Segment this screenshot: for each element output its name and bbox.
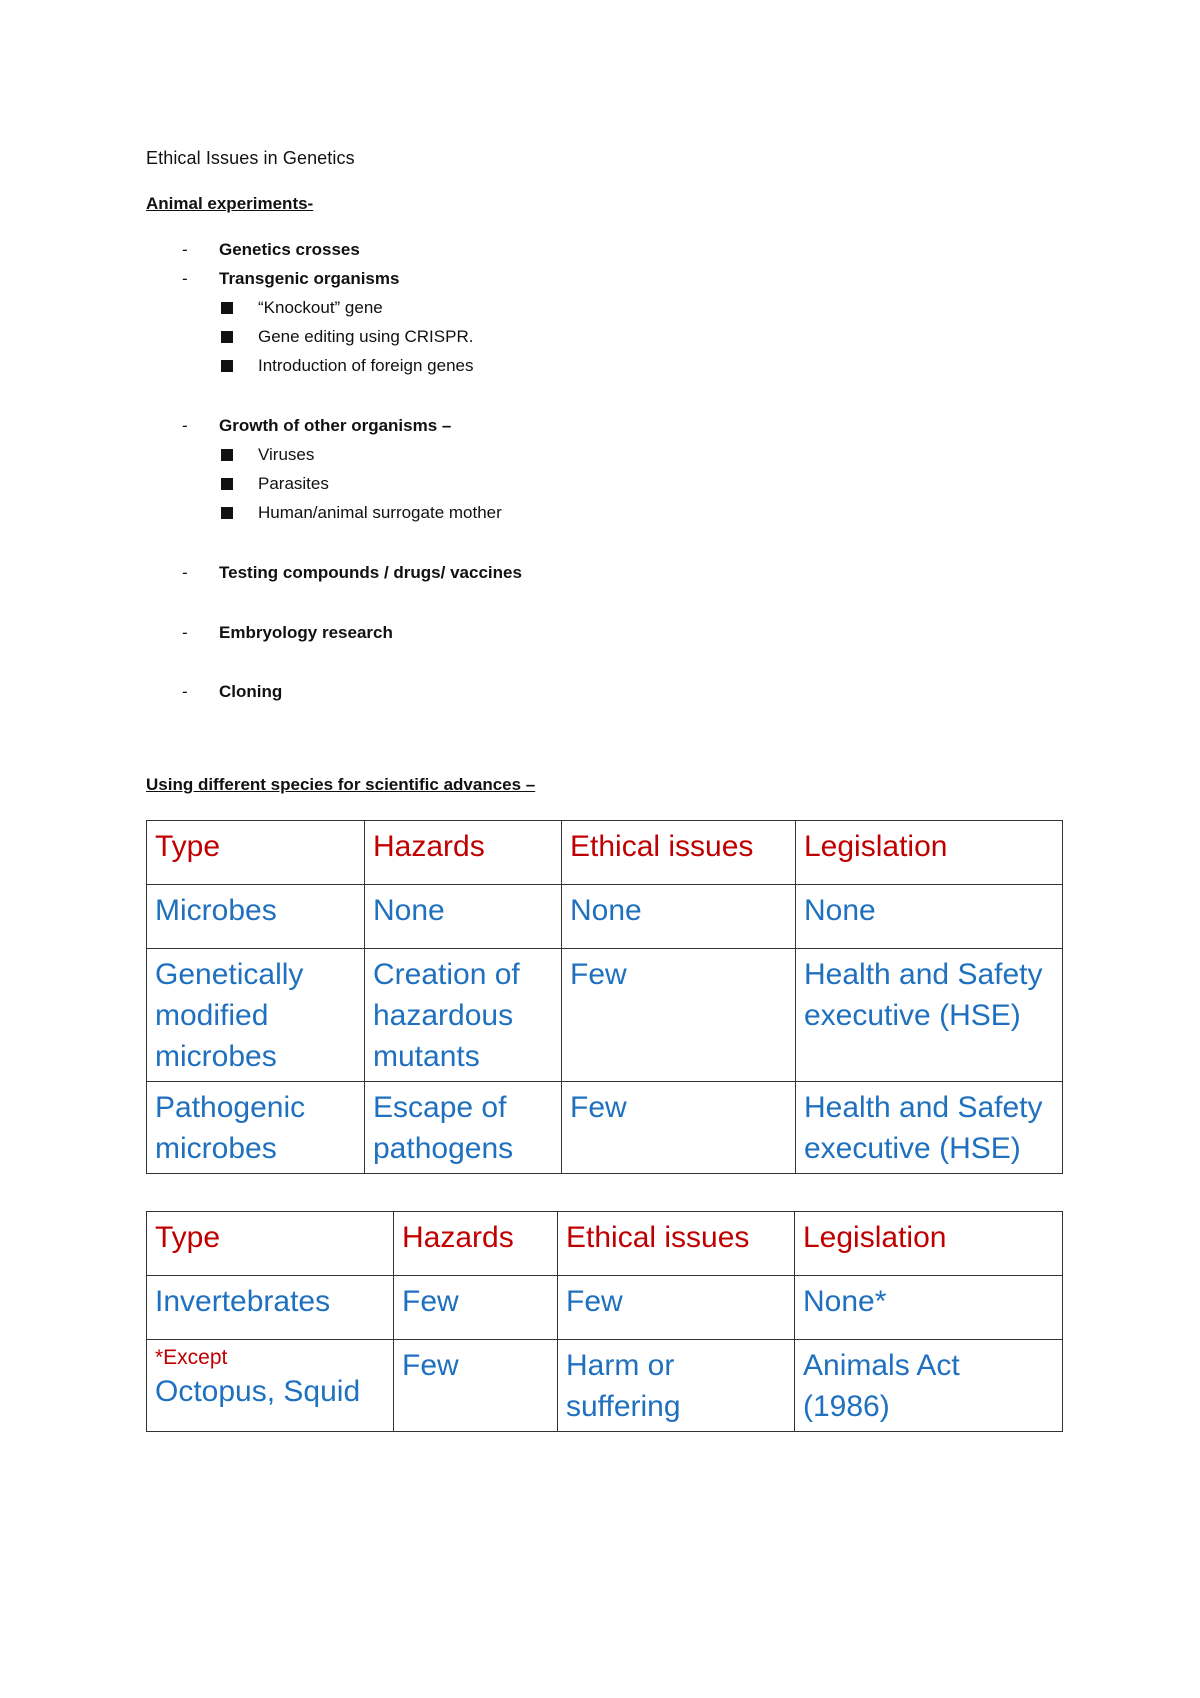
table-row xyxy=(147,1340,1063,1432)
list-item-label: Genetics crosses xyxy=(219,240,360,259)
table-cell: Health and Safety executive (HSE) xyxy=(796,949,1063,1082)
dash-bullet: - xyxy=(182,416,188,435)
sub-list-item xyxy=(221,503,502,523)
sub-list-item xyxy=(221,474,329,494)
list-item-label: Cloning xyxy=(219,682,283,701)
sub-list-item-label: Parasites xyxy=(258,474,329,493)
list-item-label: Transgenic organisms xyxy=(219,269,400,288)
header-cell-type: Type xyxy=(147,1212,394,1276)
list-item-label: Embryology research xyxy=(219,623,393,642)
table-cell xyxy=(147,1340,394,1432)
dash-bullet: - xyxy=(182,563,188,582)
sub-list-item xyxy=(221,327,473,347)
square-bullet-icon xyxy=(221,449,233,461)
table-header-row xyxy=(147,821,1063,885)
table-cell: Animals Act (1986) xyxy=(795,1340,1063,1432)
table-cell: Few xyxy=(562,1082,796,1174)
table-row xyxy=(147,885,1063,949)
header-cell-legislation: Legislation xyxy=(795,1212,1063,1276)
sub-list-item xyxy=(221,445,314,465)
sub-list-item-label: Introduction of foreign genes xyxy=(258,356,474,375)
dash-bullet: - xyxy=(182,623,188,642)
list-item xyxy=(182,240,360,260)
dash-bullet: - xyxy=(182,682,188,701)
list-item xyxy=(182,416,451,436)
table-cell: None xyxy=(365,885,562,949)
sub-list-item-label: Gene editing using CRISPR. xyxy=(258,327,474,346)
table-row xyxy=(147,1276,1063,1340)
section-heading-animal-experiments: Animal experiments- xyxy=(146,194,314,213)
species-table-invertebrates xyxy=(146,1211,1063,1432)
table-header-row xyxy=(147,1212,1063,1276)
table-cell: None xyxy=(562,885,796,949)
table-cell: Health and Safety executive (HSE) xyxy=(796,1082,1063,1174)
table-cell: None* xyxy=(795,1276,1063,1340)
table-cell: None xyxy=(796,885,1063,949)
header-cell-legislation: Legislation xyxy=(796,821,1063,885)
header-cell-type: Type xyxy=(147,821,365,885)
square-bullet-icon xyxy=(221,507,233,519)
sub-list-item-label: “Knockout” gene xyxy=(258,298,383,317)
table-row xyxy=(147,1082,1063,1174)
square-bullet-icon xyxy=(221,302,233,314)
list-item-label: Testing compounds / drugs/ vaccines xyxy=(219,563,522,582)
table-cell: Few xyxy=(394,1276,558,1340)
table-cell: Pathogenic microbes xyxy=(147,1082,365,1174)
dash-bullet: - xyxy=(182,240,188,259)
table-row xyxy=(147,949,1063,1082)
sub-list-item-label: Viruses xyxy=(258,445,315,464)
except-note: *Except xyxy=(155,1346,228,1369)
dash-bullet: - xyxy=(182,269,188,288)
list-item-label: Growth of other organisms – xyxy=(219,416,452,435)
square-bullet-icon xyxy=(221,331,233,343)
table-cell: Few xyxy=(558,1276,795,1340)
table-cell: Few xyxy=(562,949,796,1082)
table-cell: Invertebrates xyxy=(147,1276,394,1340)
table-cell: Creation of hazardous mutants xyxy=(365,949,562,1082)
section-heading-species: Using different species for scientific advances – xyxy=(146,775,536,794)
table-cell-text: Octopus, Squid xyxy=(155,1375,361,1408)
sub-list-item xyxy=(221,356,473,376)
page-title: Ethical Issues in Genetics xyxy=(146,148,355,168)
table-cell: Harm or suffering xyxy=(558,1340,795,1432)
table-cell: Escape of pathogens xyxy=(365,1082,562,1174)
species-table-microbes xyxy=(146,820,1063,1174)
square-bullet-icon xyxy=(221,360,233,372)
list-item xyxy=(182,623,393,643)
header-cell-ethical-issues: Ethical issues xyxy=(558,1212,795,1276)
list-item xyxy=(182,269,399,289)
list-item xyxy=(182,682,282,702)
table-cell: Microbes xyxy=(147,885,365,949)
header-cell-hazards: Hazards xyxy=(365,821,562,885)
header-cell-ethical-issues: Ethical issues xyxy=(562,821,796,885)
sub-list-item-label: Human/animal surrogate mother xyxy=(258,503,502,522)
table-cell: Few xyxy=(394,1340,558,1432)
square-bullet-icon xyxy=(221,478,233,490)
header-cell-hazards: Hazards xyxy=(394,1212,558,1276)
list-item xyxy=(182,563,522,583)
table-cell: Genetically modified microbes xyxy=(147,949,365,1082)
sub-list-item xyxy=(221,298,383,318)
